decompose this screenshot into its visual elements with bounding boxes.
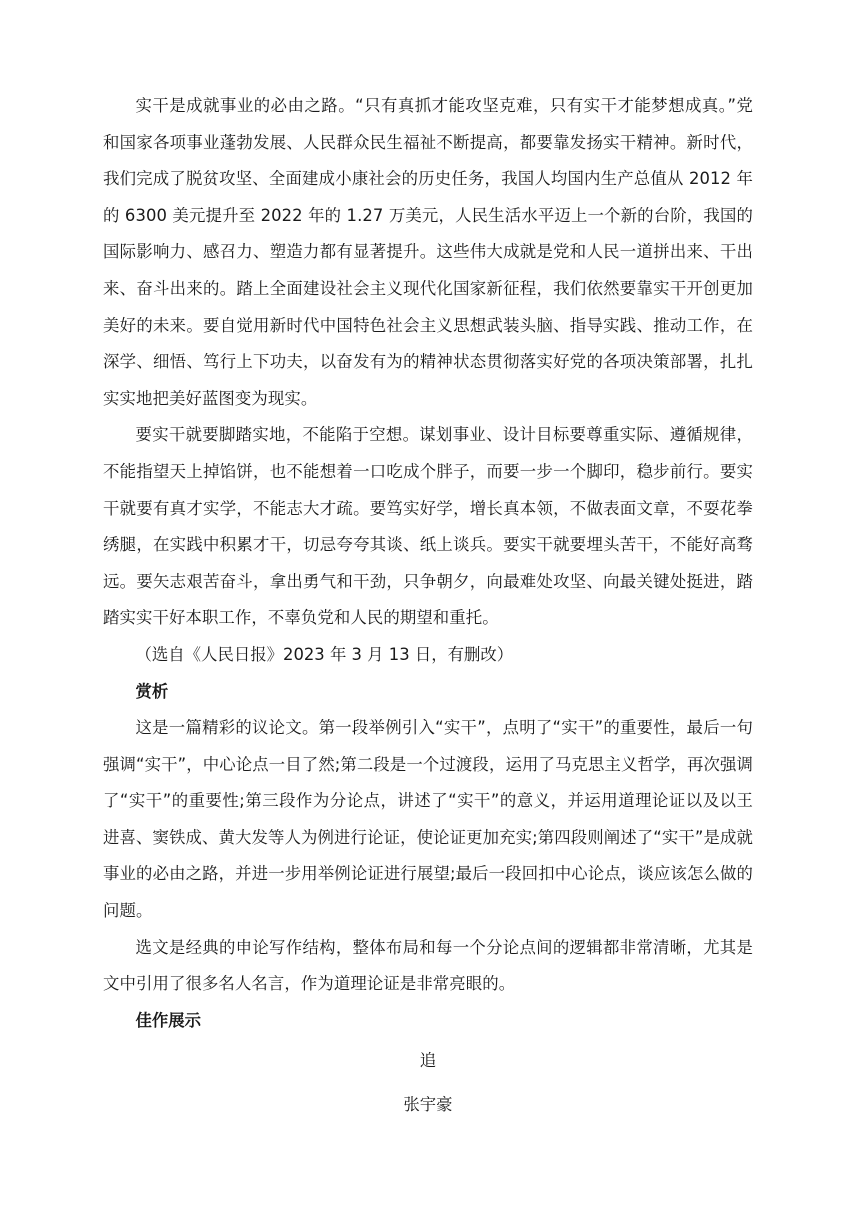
essay-title: 追 [419, 1051, 437, 1071]
article-source: （选自《人民日报》2023 年 3 月 13 日，有删改） [135, 644, 514, 664]
analysis-paragraph-1: 这是一篇精彩的议论文。第一段举例引入“实干”，点明了“实干”的重要性，最后一句强调“实干”，中心论点一目了然;第二段是一个过渡段，运用了马克思主义哲学，再次强调了“实干”的重要性;第三段作为分论点，讲述了“实干”的意义，并运用道理论证以及以王进喜、窦铁成、黄大发等人为例进行论证，使论证更加充实;第四段则阐述了“实干”是成就事业的必由之路，并进一步用举例论证进行展望;最后一段回扣中心论点，谈应该怎么做的问题。 [103, 718, 753, 921]
showcase-heading: 佳作展示 [135, 1010, 202, 1030]
document-page [103, 88, 753, 1127]
article-paragraph-1: 实干是成就事业的必由之路。“只有真抓才能攻坚克难，只有实干才能梦想成真。”党和国家各项事业蓬勃发展、人民群众民生福祉不断提高，都要靠发扬实干精神。新时代，我们完成了脱贫攻坚、全面建成小康社会的历史任务，我国人均国内生产总值从 2012 年的 6300 美元提升至 2022 年的 1.27 万美元，人民生活水平迈上一个新的台阶，我国的国际影响力、感召力、塑造力都有显著提升。这些伟大成就是党和人民一道拼出来、干出来、奋斗出来的。踏上全面建设社会主义现代化国家新征程，我们依然要靠实干开创更加美好的未来。要自觉用新时代中国特色社会主义思想武装头脑、指导实践、推动工作，在深学、细悟、笃行上下功夫，以奋发有为的精神状态贯彻落实好党的各项决策部署，扎扎实实地把美好蓝图变为现实。 [103, 96, 753, 408]
analysis-heading: 赏析 [135, 681, 169, 701]
essay-author: 张宇豪 [403, 1095, 453, 1115]
analysis-paragraph-2: 选文是经典的申论写作结构，整体布局和每一个分论点间的逻辑都非常清晰，尤其是文中引用了很多名人名言，作为道理论证是非常亮眼的。 [103, 937, 753, 994]
article-paragraph-2: 要实干就要脚踏实地，不能陷于空想。谋划事业、设计目标要尊重实际、遵循规律，不能指望天上掉馅饼，也不能想着一口吃成个胖子，而要一步一个脚印，稳步前行。要实干就要有真才实学，不能志大才疏。要笃实好学，增长真本领，不做表面文章，不耍花拳绣腿，在实践中积累才干，切忌夸夸其谈、纸上谈兵。要实干就要埋头苦干，不能好高骛远。要矢志艰苦奋斗，拿出勇气和干劲，只争朝夕，向最难处攻坚、向最关键处挺进，踏踏实实干好本职工作，不辜负党和人民的期望和重托。 [103, 425, 753, 628]
